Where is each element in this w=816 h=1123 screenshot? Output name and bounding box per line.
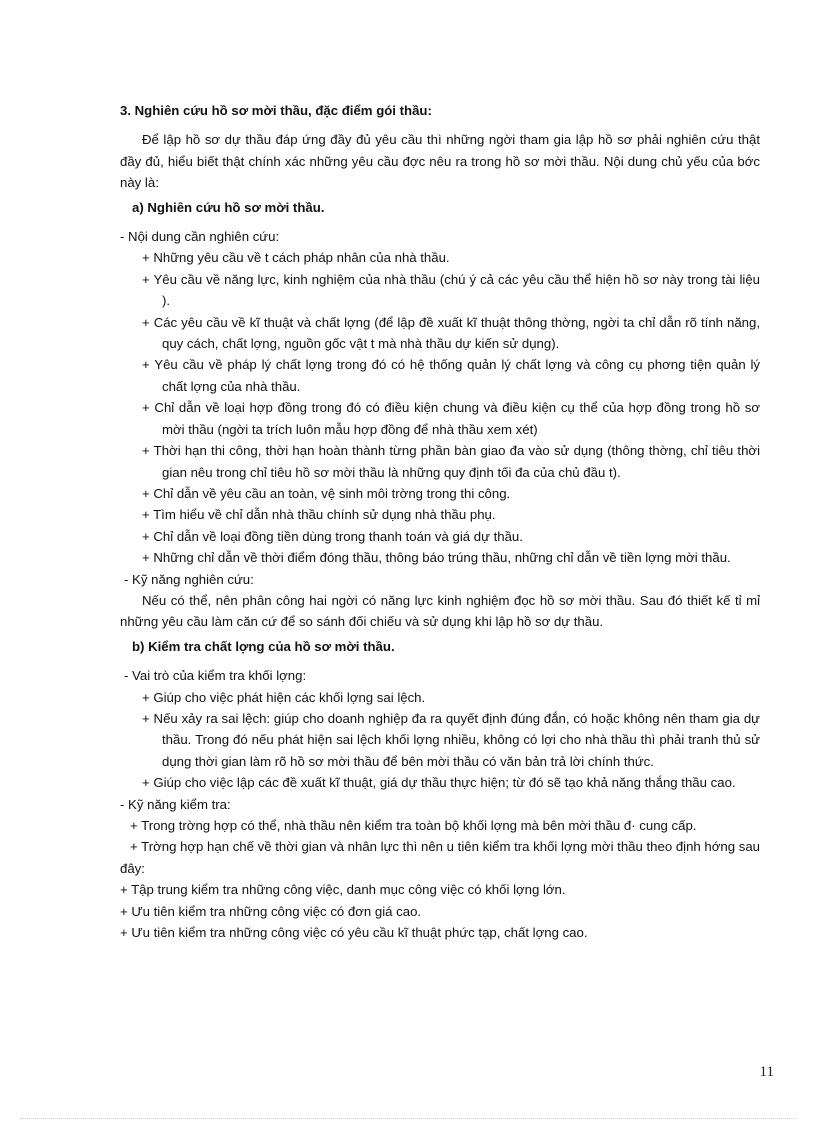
list-item: + Tập trung kiểm tra những công việc, danh mục công việc có khối lợng lớn. <box>120 882 566 898</box>
list-item: + Chỉ dẫn về loại hợp đồng trong đó có điều kiện chung và điều kiện cụ thể của hợp đồng trong hồ sơ mời thầu (ngời ta trích luôn mẫu hợp đồng để nhà thầu xem xét) <box>142 400 760 437</box>
list-item: + Thời hạn thi công, thời hạn hoàn thành từng phần bàn giao đa vào sử dụng (thông thờng, chỉ tiêu thời gian nêu trong chỉ tiêu hồ sơ mời thầu là những quy định tối đa của chủ đầu t). <box>142 443 760 480</box>
list-item: + Trờng hợp hạn chế về thời gian và nhân lực thì nên u tiên kiểm tra khối lợng mời thầu theo định hớng sau đây: <box>120 839 760 876</box>
section-title: 3. Nghiên cứu hồ sơ mời thầu, đặc điểm gói thầu: <box>120 103 432 118</box>
page-bottom-divider <box>20 1118 796 1119</box>
list-item: + Chỉ dẫn về yêu cầu an toàn, vệ sinh môi trờng trong thi công. <box>142 485 511 501</box>
list-item: + Các yêu cầu về kĩ thuật và chất lợng (để lập đề xuất kĩ thuật thông thờng, ngời ta chỉ dẫn rõ tính năng, quy cách, chất lợng, nguồn gốc vật t mà nhà thầu dự kiến sử dụng). <box>142 314 760 352</box>
part-a-content-label: - Nội dung cần nghiên cứu: <box>120 229 280 245</box>
list-item: + Giúp cho việc phát hiện các khối lợng sai lệch. <box>142 689 426 705</box>
list-item: + Những yêu cầu về t cách pháp nhân của nhà thầu. <box>142 250 450 266</box>
part-b-role-label: - Vai trò của kiểm tra khối lợng: <box>124 668 307 684</box>
list-item: + Nếu xảy ra sai lệch: giúp cho doanh nghiệp đa ra quyết định đúng đắn, có hoặc không nên tham gia dự thầu. Trong đó nếu phát hiện sai lệch khối lợng nhiều, không có lợi cho nhà thầu thì phải tranh thủ sử dụng thời gian làm rõ hồ sơ mời thầu để bên mời thầu có văn bản trả lời chính thức. <box>142 710 760 769</box>
list-item: + Yêu cầu về pháp lý chất lợng trong đó có hệ thống quản lý chất lợng và công cụ phơng tiện quản lý chất lợng của nhà thầu. <box>142 357 760 394</box>
list-item: + Trong trờng hợp có thể, nhà thầu nên kiểm tra toàn bộ khối lợng mà bên mời thầu đ· cung cấp. <box>130 818 697 833</box>
list-item: + Tìm hiểu về chỉ dẫn nhà thầu chính sử dụng nhà thầu phụ. <box>142 507 496 523</box>
list-item: + Những chỉ dẫn về thời điểm đóng thầu, thông báo trúng thầu, những chỉ dẫn về tiền lợng mời thầu. <box>142 550 731 566</box>
part-b-check-label: - Kỹ năng kiểm tra: <box>120 796 231 812</box>
list-item: + Chỉ dẫn về loại đồng tiền dùng trong thanh toán và giá dự thầu. <box>142 528 523 544</box>
part-a-skill-label: - Kỹ năng nghiên cứu: <box>124 571 254 587</box>
section-intro: Để lập hồ sơ dự thầu đáp ứng đầy đủ yêu cầu thì những ngời tham gia lập hồ sơ phải nghiên cứu thật đầy đủ, hiểu biết thật chính xác những yêu cầu đợc nêu ra trong hồ sơ mời thầu. Nội dung chủ yếu của bớc này là: <box>120 132 760 191</box>
part-b-heading: b) Kiểm tra chất lợng của hồ sơ mời thầu. <box>132 638 395 654</box>
list-item: + Ưu tiên kiểm tra những công việc có đơn giá cao. <box>120 903 422 919</box>
list-item: + Yêu cầu về năng lực, kinh nghiệm của nhà thầu (chú ý cả các yêu cầu thể hiện hồ sơ này trong tài liệu ). <box>142 271 760 309</box>
page-number: 11 <box>759 1064 774 1080</box>
list-item: + Ưu tiên kiểm tra những công việc có yêu cầu kĩ thuật phức tạp, chất lợng cao. <box>120 925 588 941</box>
page-content <box>120 100 760 943</box>
part-a-heading: a) Nghiên cứu hồ sơ mời thầu. <box>132 199 325 215</box>
part-a-skill-text: Nếu có thể, nên phân công hai ngời có năng lực kinh nghiệm đọc hồ sơ mời thầu. Sau đó thiết kế tỉ mỉ những yêu cầu làm căn cứ để so sánh đối chiếu và sử dụng khi lập hồ sơ dự thầu. <box>120 592 760 630</box>
list-item: + Giúp cho việc lập các đề xuất kĩ thuật, giá dự thầu thực hiện; từ đó sẽ tạo khả năng thắng thầu cao. <box>142 775 736 791</box>
